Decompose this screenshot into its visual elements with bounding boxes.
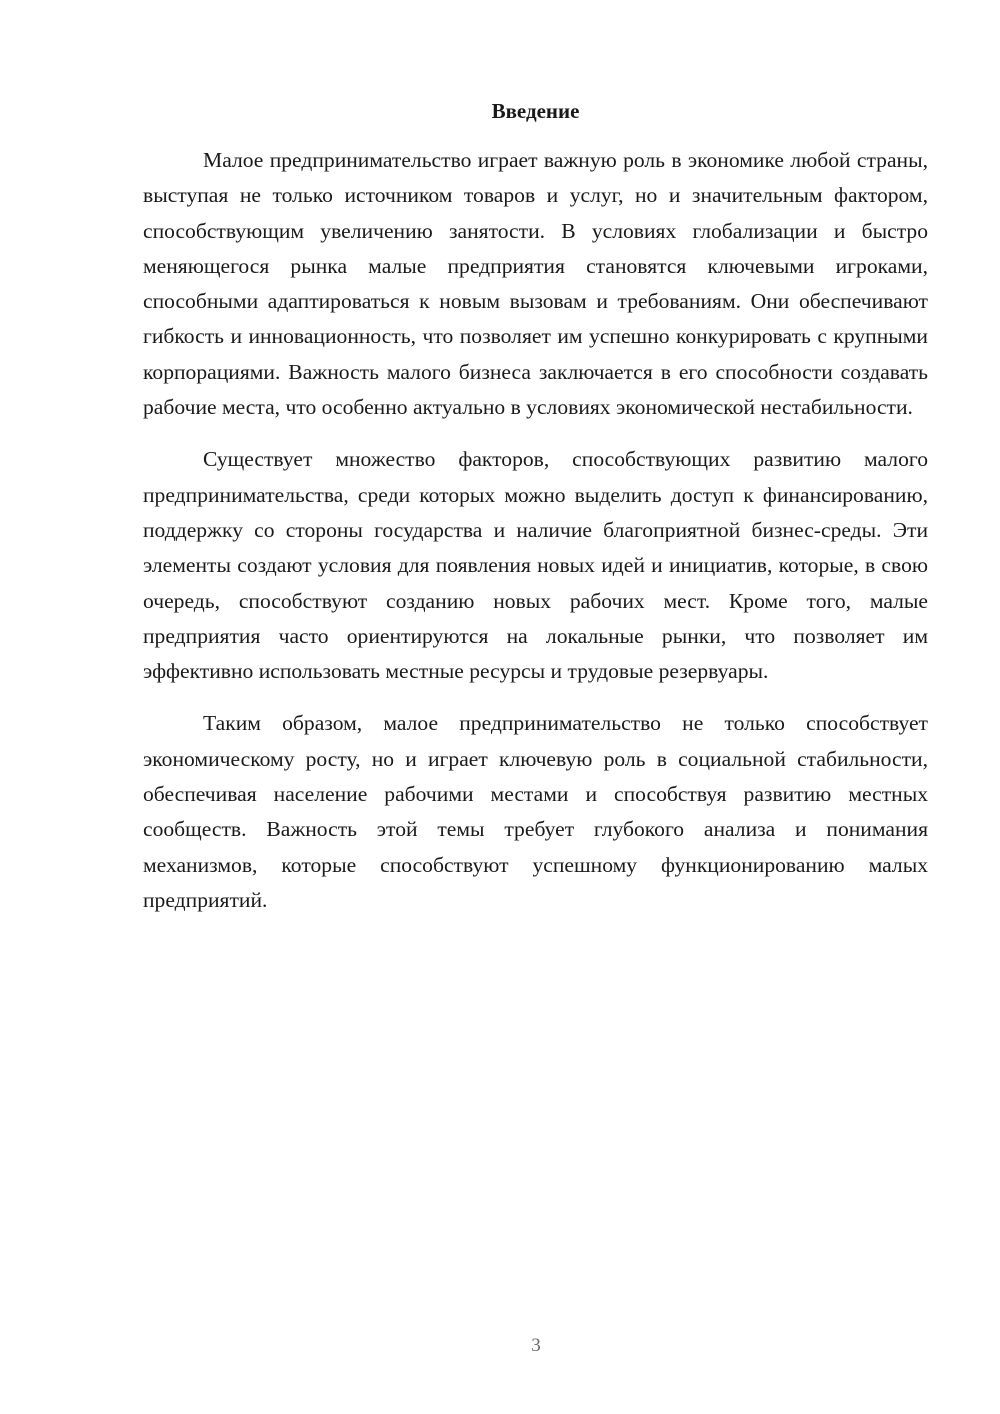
paragraph-3: Таким образом, малое предпринимательство не только способствует экономическому росту, но и играет ключевую роль в социальной стабильности, обеспечивая население рабочими местами и способствуя развитию местных сообществ. Важность этой темы требует глубокого анализа и понимания механизмов, которые способствуют успешному функционированию малых предприятий. bbox=[143, 711, 928, 912]
page-number: 3 bbox=[531, 1335, 541, 1356]
paragraph-1: Малое предпринимательство играет важную роль в экономике любой страны, выступая не только источником товаров и услуг, но и значительным фактором, способствующим увеличению занятости. В условиях глобализации и быстро меняющегося рынка малые предприятия становятся ключевыми игроками, способными адаптироваться к новым вызовам и требованиям. Они обеспечивают гибкость и инновационность, что позволяет им успешно конкурировать с крупными корпорациями. Важность малого бизнеса заключается в его способности создавать рабочие места, что особенно актуально в условиях экономической нестабильности. bbox=[143, 148, 928, 420]
section-heading: Введение bbox=[491, 99, 580, 123]
body-text bbox=[143, 143, 928, 935]
paragraph-2: Существует множество факторов, способствующих развитию малого предпринимательства, среди которых можно выделить доступ к финансированию, поддержку со стороны государства и наличие благоприятной бизнес-среды. Эти элементы создают условия для появления новых идей и инициатив, которые, в свою очередь, способствуют созданию новых рабочих мест. Кроме того, малые предприятия часто ориентируются на локальные рынки, что позволяет им эффективно использовать местные ресурсы и трудовые резервуары. bbox=[143, 447, 928, 684]
